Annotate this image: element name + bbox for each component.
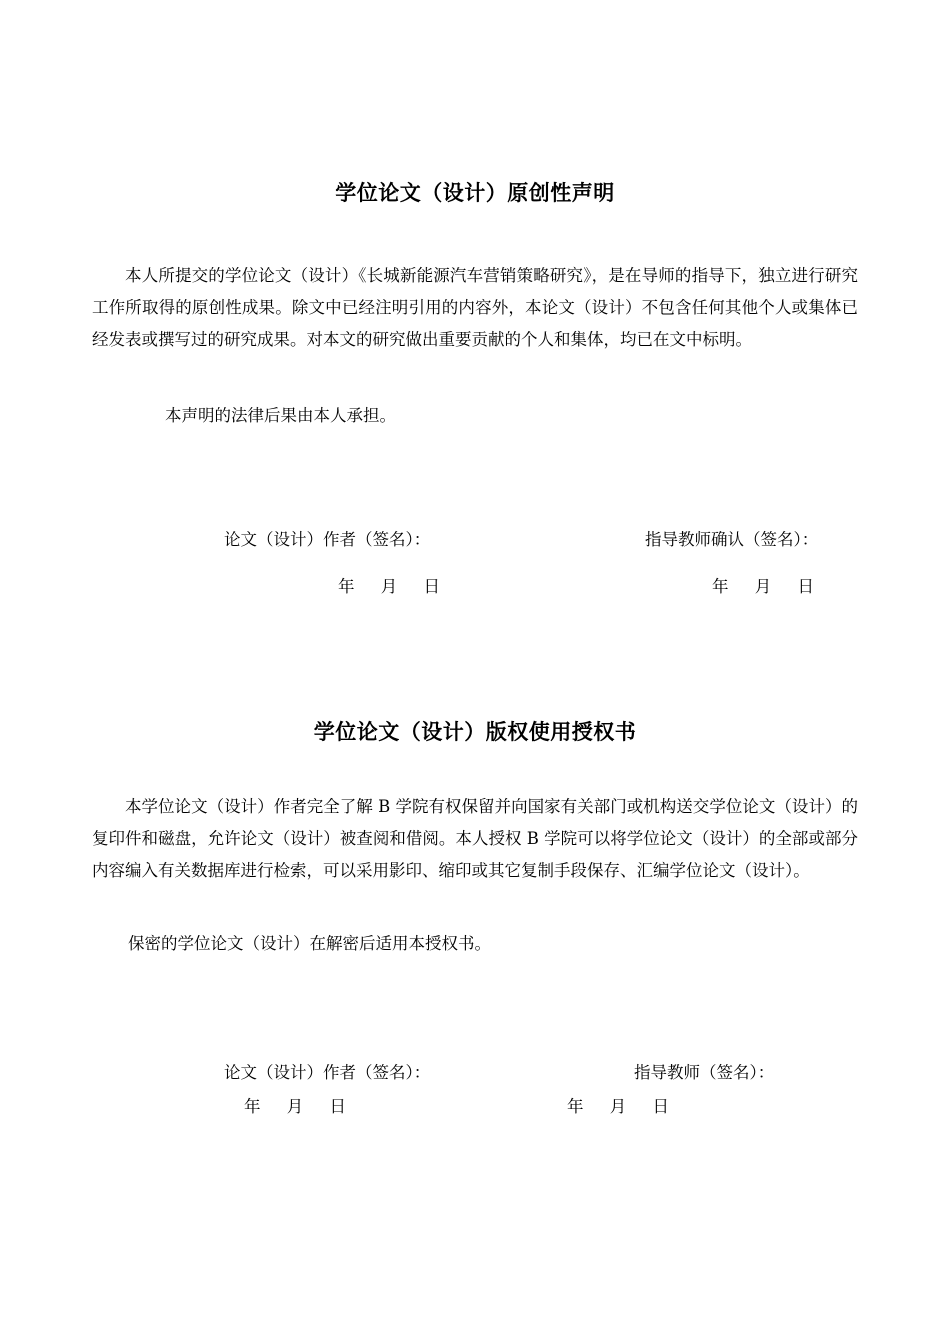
originality-paragraph-2: 本声明的法律后果由本人承担。 — [165, 406, 396, 425]
originality-author-signature-label: 论文（设计）作者（签名）： — [224, 530, 431, 549]
originality-title: 学位论文（设计）原创性声明 — [335, 181, 615, 205]
copyright-paragraph-1: 本学位论文（设计）作者完全了解 B 学院有权保留并向国家有关部门或机构送交学位论文（设计）的复印件和磁盘，允许论文（设计）被查阅和借阅。本人授权 B 学院可以将学位论文（设计）的全部或部分内容编入有关数据库进行检索，可以采用影印、缩印或其它复制手段保存、汇编学位论文（设计）。 — [92, 797, 858, 880]
copyright-paragraph-2: 保密的学位论文（设计）在解密后适用本授权书。 — [128, 934, 491, 953]
originality-paragraph-1: 本人所提交的学位论文（设计）《长城新能源汽车营销策略研究》，是在导师的指导下，独立进行研究工作所取得的原创性成果。除文中已经注明引用的内容外，本论文（设计）不包含任何其他个人或集体已经发表或撰写过的研究成果。对本文的研究做出重要贡献的个人和集体，均已在文中标明。 — [92, 266, 858, 349]
originality-author-date: 年 月 日 — [338, 577, 440, 596]
copyright-author-date: 年 月 日 — [244, 1097, 346, 1116]
originality-advisor-signature-label: 指导教师确认（签名）： — [645, 530, 819, 549]
copyright-title: 学位论文（设计）版权使用授权书 — [313, 720, 637, 744]
copyright-advisor-signature-label: 指导教师（签名）： — [634, 1063, 775, 1082]
copyright-advisor-date: 年 月 日 — [567, 1097, 669, 1116]
originality-advisor-date: 年 月 日 — [712, 577, 814, 596]
copyright-author-signature-label: 论文（设计）作者（签名）： — [224, 1063, 431, 1082]
